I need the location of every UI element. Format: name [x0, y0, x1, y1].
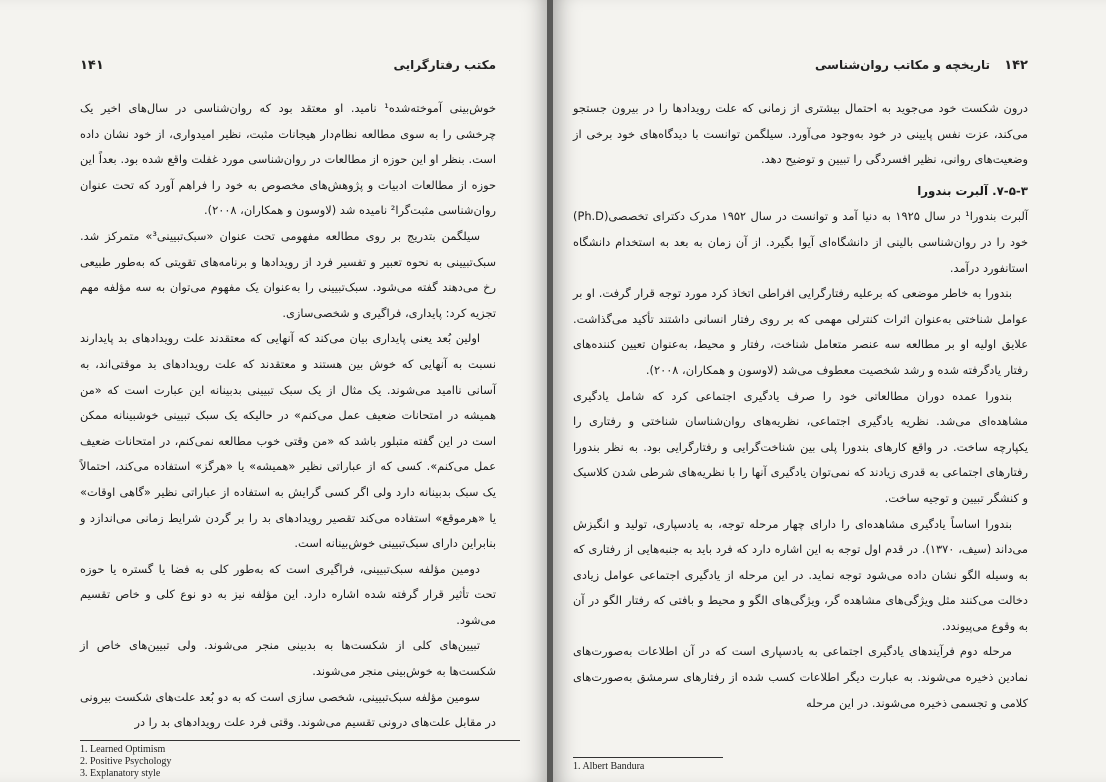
footnote: 1. Albert Bandura	[573, 761, 645, 772]
section-heading: ۷-۵-۳. آلبرت بندورا	[917, 183, 1028, 198]
right-page-header	[573, 58, 1028, 78]
left-running-title: مکتب رفتارگرایی	[393, 58, 496, 72]
right-page	[553, 0, 1106, 782]
paragraph: بندورا اساساً یادگیری مشاهده‌ای را دارای چهار مرحله توجه، به یادسپاری، تولید و انگیزش می‌داند (سیف، ۱۳۷۰). در قدم اول توجه به این اشاره دارد که فرد باید به جنبه‌هایی از رفتاری که به وسیله الگو نشان داده می‌شود توجه نماید. در این مرحله از یادگیری اجتماعی عوامل زیادی دخالت می‌کنند مثل ویژگی‌های مشاهده گر، ویژگی‌های الگو و محیط و بافتی که رفتار الگو در آن به وقوع می‌پیوندد.	[573, 516, 1028, 633]
footnote: 2. Positive Psychology	[80, 756, 172, 767]
footnote: 3. Explanatory style	[80, 768, 161, 779]
paragraph: خوش‌بینی آموخته‌شده¹ نامید. او معتقد بود که روان‌شناسی در سال‌های اخیر یک چرخشی را به سوی مطالعه نظام‌دار هیجانات مثبت، نظیر امیدواری، از خود نشان داده است. بنظر او این حوزه از مطالعات در روان‌شناسی مورد غفلت واقع شده بود. بعداً این حوزه از مطالعات ادبیات و پژوهش‌های مخصوص به خود را فراهم آورد که تحت عنوان روان‌شناسی مثبت‌گرا² نامیده شد (لاوسون و همکاران، ۲۰۰۸).	[80, 101, 497, 218]
right-page-body	[573, 96, 1028, 716]
paragraph: درون شکست خود می‌جوید به احتمال بیشتری از زمانی که علت رویدادها را در بیرون جستجو می‌کند، عزت نفس پایینی در خود به‌وجود می‌آورد. سیلگمن توانست با دیدگاه‌های خود برخی از وضعیت‌های روانی، نظیر افسردگی را تبیین و توضیح دهد.	[573, 101, 1028, 167]
left-page-header	[80, 58, 496, 78]
paragraph: سومین مؤلفه سبک‌تبیینی، شخصی سازی است که به دو بُعد علت‌های شکست بیرونی در مقابل علت‌های درونی تقسیم می‌شوند. وقتی فرد علت رویدادهای بد را در	[80, 689, 496, 730]
paragraph: بندورا عمده دوران مطالعاتی خود را صرف یادگیری اجتماعی کرد که شامل یادگیری مشاهده‌ای می‌شد. نظریه یادگیری اجتماعی، نظریه‌های روان‌شناسان شناختی و رفتاری را یکپارچه ساخت. در واقع کارهای بندورا پلی بین شناخت‌گرایی و رفتارگرایی بود. به نظر بندورا رفتارهای اجتماعی به قدری زیادند که نمی‌توان یادگیری آنها را با نظریه‌های شرطی شدن کلاسیک و کنشگر تبیین و توجیه ساخت.	[573, 388, 1028, 505]
footnote-divider	[80, 740, 520, 741]
right-footnotes	[573, 761, 644, 773]
paragraph: مرحله دوم فرآیندهای یادگیری اجتماعی به یادسپاری است که در آن اطلاعات به‌صورت‌های نمادین ذخیره می‌شوند. به عبارت دیگر اطلاعات کسب شده از رفتارهای سرمشق به‌صورت‌های کلامی و تجسمی ذخیره می‌شوند. در این مرحله	[573, 644, 1028, 710]
right-running-title: تاریخچه و مکاتب روان‌شناسی	[815, 58, 990, 72]
left-page	[0, 0, 549, 782]
footnote-divider	[573, 757, 723, 758]
paragraph: آلبرت بندورا¹ در سال ۱۹۲۵ به دنیا آمد و توانست در سال ۱۹۵۲ مدرک دکترای تخصصی(Ph.D) خود را در روان‌شناسی بالینی از دانشگاه‌ای آیوا بگیرد. از آن زمان به بعد به استخدام دانشگاه استانفورد درآمد.	[573, 209, 1028, 275]
left-footnotes	[80, 744, 171, 780]
paragraph: بندورا به خاطر موضعی که برعلیه رفتارگرایی افراطی اتخاذ کرد مورد توجه قرار گرفت. او بر عوامل شناختی به‌عنوان اثرات کنترلی مهمی که بر روی رفتار انسانی داشتند تأکید می‌گذاشت. علایق اولیه او بر مطالعه سه عنصر متعامل شناخت، رفتار و محیط، به‌عنوان تعیین کننده‌های رفتار یادگرفته شده و رشد شخصیت معطوف می‌شد (لاوسون و همکاران، ۲۰۰۸).	[573, 286, 1028, 377]
footnote: 1. Learned Optimism	[80, 744, 166, 755]
paragraph: سیلگمن بتدریج بر روی مطالعه مفهومی تحت عنوان «سبک‌تبیینی³» متمرکز شد. سبک‌تبیینی به نحوه تعبیر و تفسیر فرد از رویدادها و برنامه‌های تقویتی که به‌طور طبیعی رخ می‌دهند گفته می‌شود. سبک‌تبیینی را به‌عنوان یک مفهوم می‌توان به سه مؤلفه مهم تجزیه کرد: پایداری، فراگیری و شخصی‌سازی.	[80, 228, 496, 320]
left-page-body	[80, 96, 496, 736]
left-page-number: ۱۴۱	[80, 58, 104, 73]
paragraph: اولین بُعد یعنی پایداری بیان می‌کند که آنهایی که معتقدند علت رویدادهای بد پایدارند نسبت به آنهایی که خوش بین هستند و معتقدند که علت رویدادهای بد موقتی‌اند، به آسانی ناامید می‌شوند. یک مثال از یک سبک تبیینی بدبینانه این عبارت است که «من همیشه در امتحانات ضعیف عمل می‌کنم» در حالیکه یک سبک تبیینی خوشبینانه ممکن است در این گفته متبلور باشد که «من وقتی خوب مطالعه نمی‌کنم، در امتحانات ضعیف عمل می‌کنم». کسی که از عباراتی نظیر «همیشه» یا «هرگز» استفاده می‌کند، احتمالاً یک سبک بدبینانه دارد ولی اگر کسی گرایش به استفاده از عباراتی نظیر «گاهی اوقات» یا «هرموقع» استفاده می‌کند تقصیر رویدادهای بد را بر گردن شرایط زمانی می‌اندازد و بنابراین دارای سبک‌تبیینی خوش‌بینانه است.	[80, 331, 496, 551]
paragraph: دومین مؤلفه سبک‌تبیینی، فراگیری است که به‌طور کلی به فضا یا گستره یا حوزه تحت تأثیر قرار گرفته شده اشاره دارد. این مؤلفه نیز به دو نوع کلی و خاص تقسیم می‌شود.	[80, 561, 496, 627]
paragraph: تبیین‌های کلی از شکست‌ها به بدبینی منجر می‌شوند. ولی تبیین‌های خاص از شکست‌ها به خوش‌بینی منجر می‌شوند.	[80, 638, 496, 679]
right-page-number: ۱۴۲	[1004, 58, 1028, 73]
